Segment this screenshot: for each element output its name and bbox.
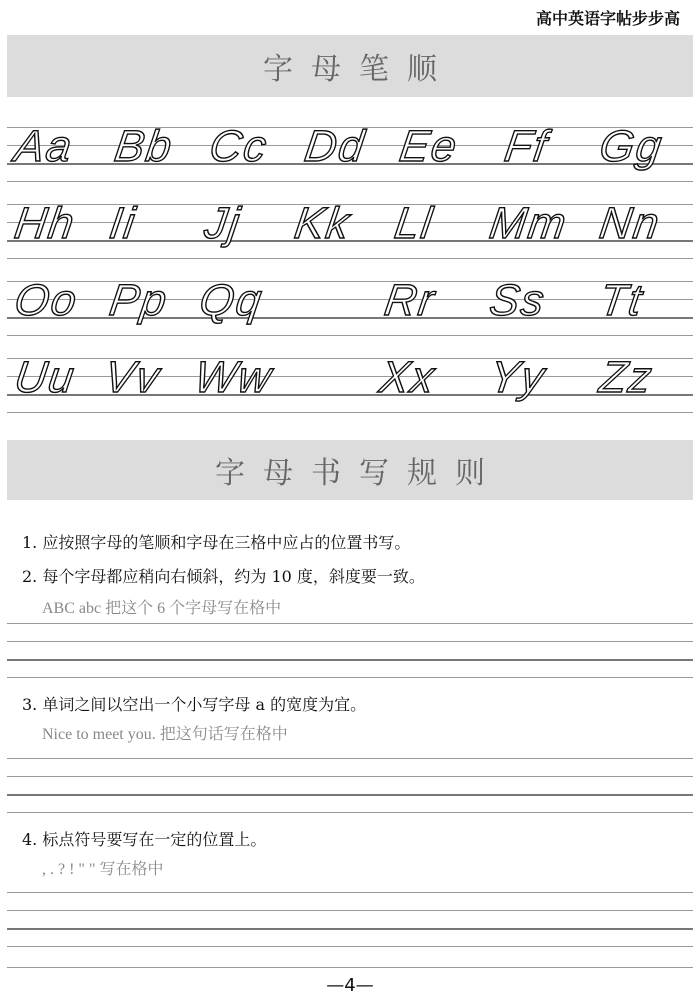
ruled-line — [7, 641, 693, 642]
ruled-line — [7, 258, 693, 259]
letter-pair: Qq — [196, 276, 267, 325]
ruled-line — [7, 181, 693, 182]
letter-pair: Yy — [486, 353, 549, 402]
section-banner-writing-rules — [7, 440, 693, 500]
section-title: 字母书写规则 — [215, 456, 503, 491]
letter-pair: Vv — [101, 353, 164, 402]
rule-4-exercise: , . ? ! " " 写在格中 — [42, 861, 164, 878]
letter-pair: Gg — [596, 122, 667, 171]
letter-pair: Pp — [106, 276, 172, 325]
letter-pair: Jj — [201, 199, 245, 248]
ruled-line — [7, 758, 693, 759]
letter-pair: Ll — [391, 199, 437, 248]
ruled-line — [7, 928, 693, 930]
ruled-line — [7, 794, 693, 796]
letter-pair: Ee — [396, 122, 462, 171]
section-title: 字母笔顺 — [263, 52, 455, 87]
letter-pair: Oo — [11, 276, 82, 325]
rule-3-exercise: Nice to meet you. 把这句话写在格中 — [42, 726, 288, 743]
letter-pair: Kk — [291, 199, 354, 248]
letter-pair: Ii — [106, 199, 140, 248]
rule-2-exercise: ABC abc 把这个 6 个字母写在格中 — [42, 600, 282, 617]
letter-pair: Mm — [486, 199, 571, 248]
letter-pair: Ww — [191, 353, 276, 402]
rule-2: 2. 每个字母都应稍向右倾斜，约为 10 度，斜度要一致。 — [22, 567, 425, 586]
letter-pair: Dd — [301, 122, 369, 171]
rule-4: 4. 标点符号要写在一定的位置上。 — [22, 830, 267, 849]
book-title: 高中英语字帖步步高 — [535, 9, 680, 28]
letter-pair: Nn — [596, 199, 664, 248]
ruled-line — [7, 776, 693, 777]
letter-pair: Xx — [376, 353, 439, 402]
ruled-line — [7, 335, 693, 336]
rule-3: 3. 单词之间以空出一个小写字母 a 的宽度为宜。 — [22, 695, 367, 714]
letter-pair: Hh — [11, 199, 79, 248]
letter-pair: Cc — [206, 122, 272, 171]
ruled-line — [7, 892, 693, 893]
letter-pair: Ss — [486, 276, 549, 325]
section-banner-stroke-order — [7, 35, 693, 97]
letter-pair: Ff — [501, 122, 552, 171]
ruled-line — [7, 677, 693, 678]
letter-pair: Bb — [111, 122, 177, 171]
rule-1: 1. 应按照字母的笔顺和字母在三格中应占的位置书写。 — [22, 533, 411, 552]
letter-pair: Uu — [11, 353, 79, 402]
ruled-line — [7, 412, 693, 413]
ruled-line — [7, 967, 693, 968]
letter-pair: Rr — [381, 276, 439, 325]
ruled-line — [7, 659, 693, 661]
page-number: —4— — [326, 975, 374, 996]
letter-pair: Zz — [596, 353, 657, 402]
ruled-line — [7, 281, 693, 282]
ruled-line — [7, 812, 693, 813]
letter-pair: Tt — [596, 276, 647, 325]
letter-pair: Aa — [11, 122, 77, 171]
ruled-line — [7, 910, 693, 911]
ruled-line — [7, 946, 693, 947]
ruled-line — [7, 623, 693, 624]
